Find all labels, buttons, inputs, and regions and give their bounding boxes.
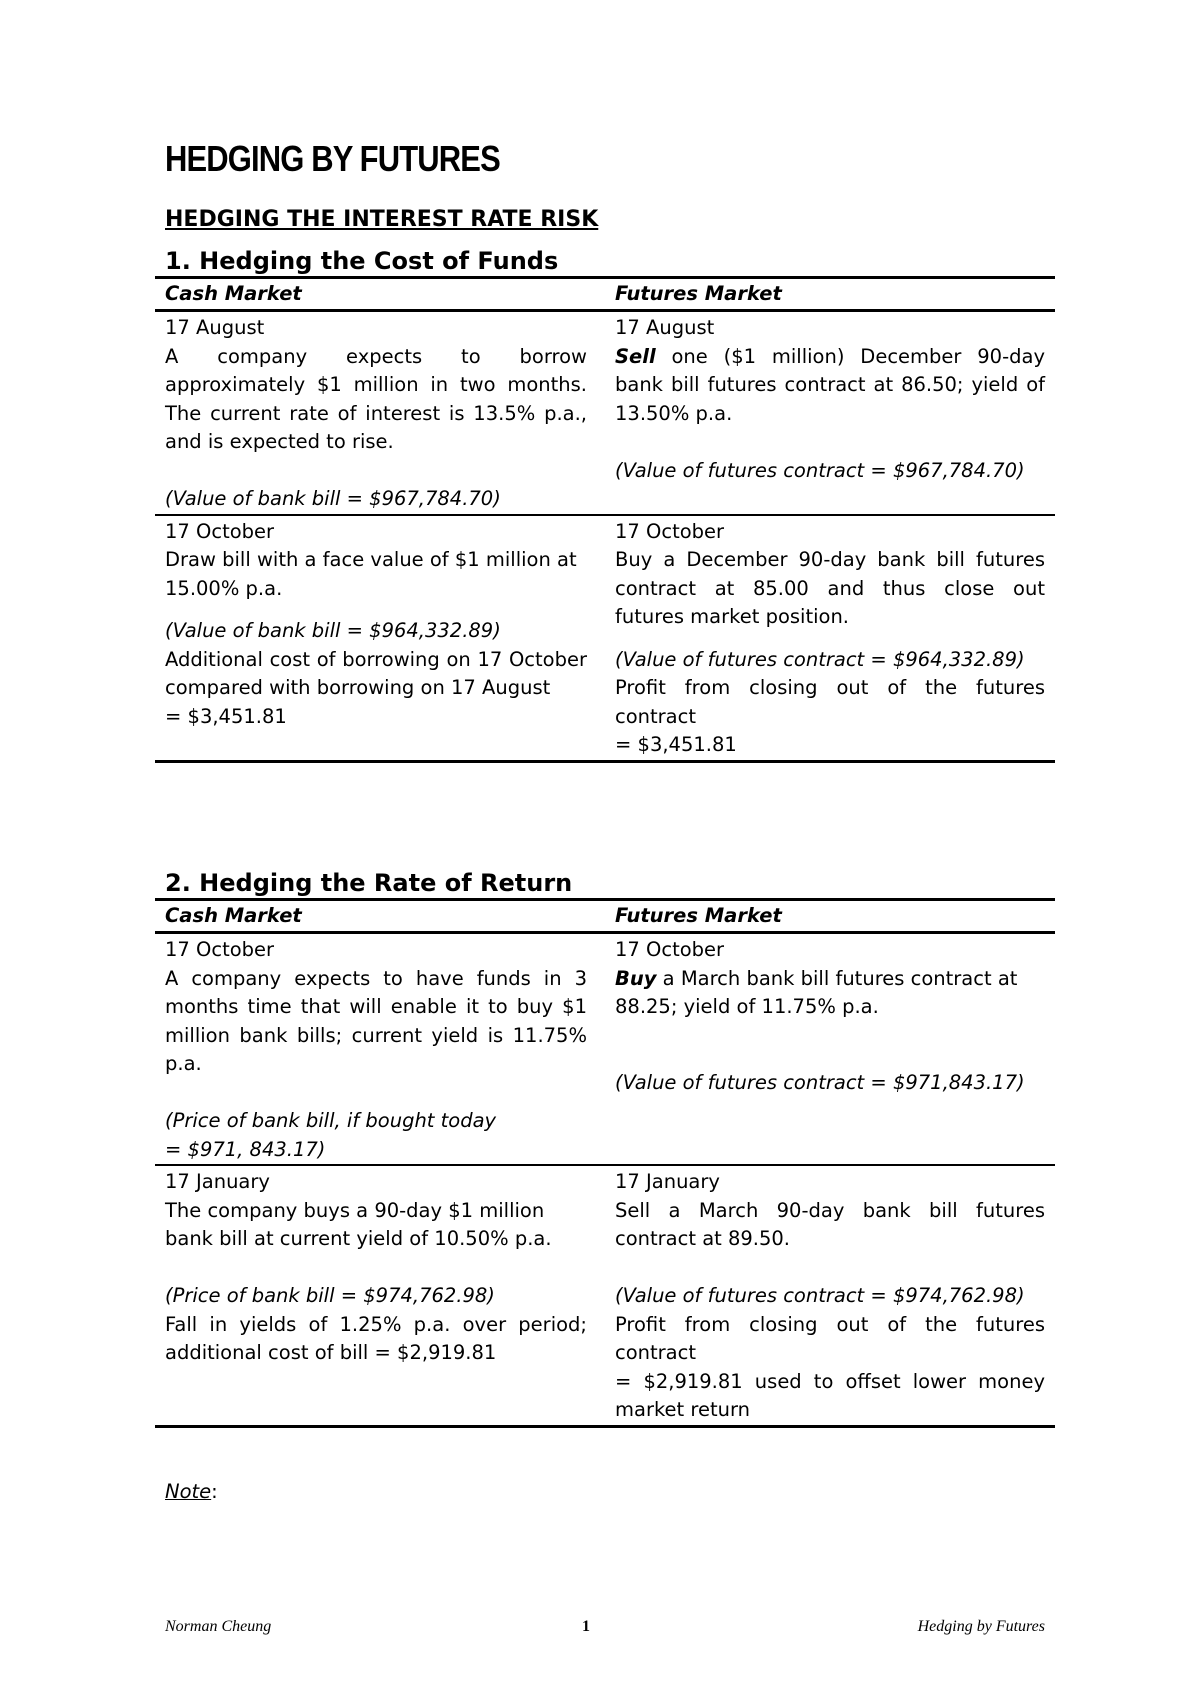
column-header-futures: Futures Market: [605, 900, 1055, 933]
cash-description: A company expects to have funds in 3 months time that will enable it to buy $1 million bank bills; current yield is 11.75% p.a.: [165, 966, 587, 1075]
footer-page-number: 1: [582, 1618, 590, 1635]
futures-date: 17 January: [615, 1170, 720, 1193]
cash-description: Draw bill with a face value of $1 million at 15.00% p.a.: [165, 548, 577, 600]
futures-result: Profit from closing out of the futures contract: [615, 676, 1045, 728]
section-rate-of-return: [155, 868, 1055, 1428]
hedge-table-rate-of-return: [155, 898, 1055, 1428]
section-heading: 1. Hedging the Cost of Funds: [165, 247, 559, 275]
futures-date: 17 October: [615, 519, 725, 543]
futures-action: Buy: [615, 966, 657, 990]
section-cost-of-funds: [155, 246, 1055, 763]
table-row: [155, 515, 1055, 762]
futures-description-text: a March bank bill futures contract at 88.25; yield of 11.75% p.a.: [615, 966, 1018, 1018]
cash-result: Additional cost of borrowing on 17 October compared with borrowing on 17 August: [165, 647, 587, 699]
futures-description: Buy a December 90-day bank bill futures contract at 85.00 and thus close out futures market position.: [615, 548, 1045, 628]
cash-date: 17 October: [165, 519, 275, 543]
cash-value: (Price of bank bill = $974,762.98): [165, 1284, 495, 1307]
cash-value-amount: = $971, 843.17): [165, 1137, 326, 1161]
hedge-table-cost-of-funds: [155, 276, 1055, 763]
cash-date: 17 August: [165, 316, 265, 339]
futures-cell: [605, 311, 1055, 515]
column-header-futures: Futures Market: [605, 278, 1055, 311]
futures-value: (Value of futures contract = $971,843.17): [615, 1071, 1025, 1094]
futures-cell: [605, 933, 1055, 1166]
futures-result: Profit from closing out of the futures contract: [615, 1312, 1045, 1364]
document-subtitle: HEDGING THE INTEREST RATE RISK: [165, 207, 599, 232]
table-header-row: [155, 278, 1055, 311]
futures-date: 17 August: [615, 316, 715, 339]
note-colon: :: [211, 1480, 218, 1503]
cash-amount: = $3,451.81: [165, 704, 287, 728]
cash-date: 17 October: [165, 938, 275, 961]
cash-value: (Price of bank bill, if bought today: [165, 1109, 497, 1132]
cash-value: (Value of bank bill = $967,784.70): [165, 487, 501, 510]
futures-amount: = $2,919.81 used to offset lower money market return: [615, 1369, 1045, 1421]
futures-description: [615, 965, 1045, 1022]
footer-author: Norman Cheung: [165, 1618, 272, 1635]
footer-document-title: Hedging by Futures: [917, 1618, 1045, 1635]
futures-value: (Value of futures contract = $967,784.70): [615, 458, 1025, 482]
column-header-cash: Cash Market: [155, 900, 605, 933]
futures-cell: [605, 515, 1055, 762]
column-header-cash: Cash Market: [155, 278, 605, 311]
cash-description: A company expects to borrow approximately $1 million in two months. The current rate of interest is 13.5% p.a., and is expected to rise.: [165, 344, 587, 453]
cash-cell: [155, 933, 605, 1166]
table-row: [155, 1165, 1055, 1426]
futures-value: (Value of futures contract = $974,762.98): [615, 1284, 1025, 1307]
cash-cell: [155, 311, 605, 515]
futures-action: Sell: [615, 344, 656, 368]
futures-description: Sell a March 90-day bank bill futures contract at 89.50.: [615, 1198, 1045, 1250]
futures-amount: = $3,451.81: [615, 733, 737, 756]
futures-date: 17 October: [615, 938, 725, 961]
cash-date: 17 January: [165, 1170, 270, 1193]
futures-description: [615, 343, 1045, 429]
futures-cell: [605, 1165, 1055, 1426]
cash-cell: [155, 1165, 605, 1426]
document-title: HEDGING BY FUTURES: [165, 138, 500, 179]
futures-value: (Value of futures contract = $964,332.89): [615, 647, 1025, 671]
note: [165, 1480, 218, 1503]
table-header-row: [155, 900, 1055, 933]
note-label: Note: [165, 1480, 212, 1503]
table-row: [155, 311, 1055, 515]
cash-value: (Value of bank bill = $964,332.89): [165, 619, 501, 642]
cash-result: Fall in yields of 1.25% p.a. over period; additional cost of bill = $2,919.81: [165, 1312, 587, 1364]
cash-description: The company buys a 90-day $1 million bank bill at current yield of 10.50% p.a.: [165, 1198, 552, 1250]
futures-description-text: one ($1 million) December 90-day bank bill futures contract at 86.50; yield of 13.50% p.a.: [615, 344, 1045, 425]
cash-cell: [155, 515, 605, 762]
table-row: [155, 933, 1055, 1166]
section-heading: 2. Hedging the Rate of Return: [165, 869, 573, 897]
